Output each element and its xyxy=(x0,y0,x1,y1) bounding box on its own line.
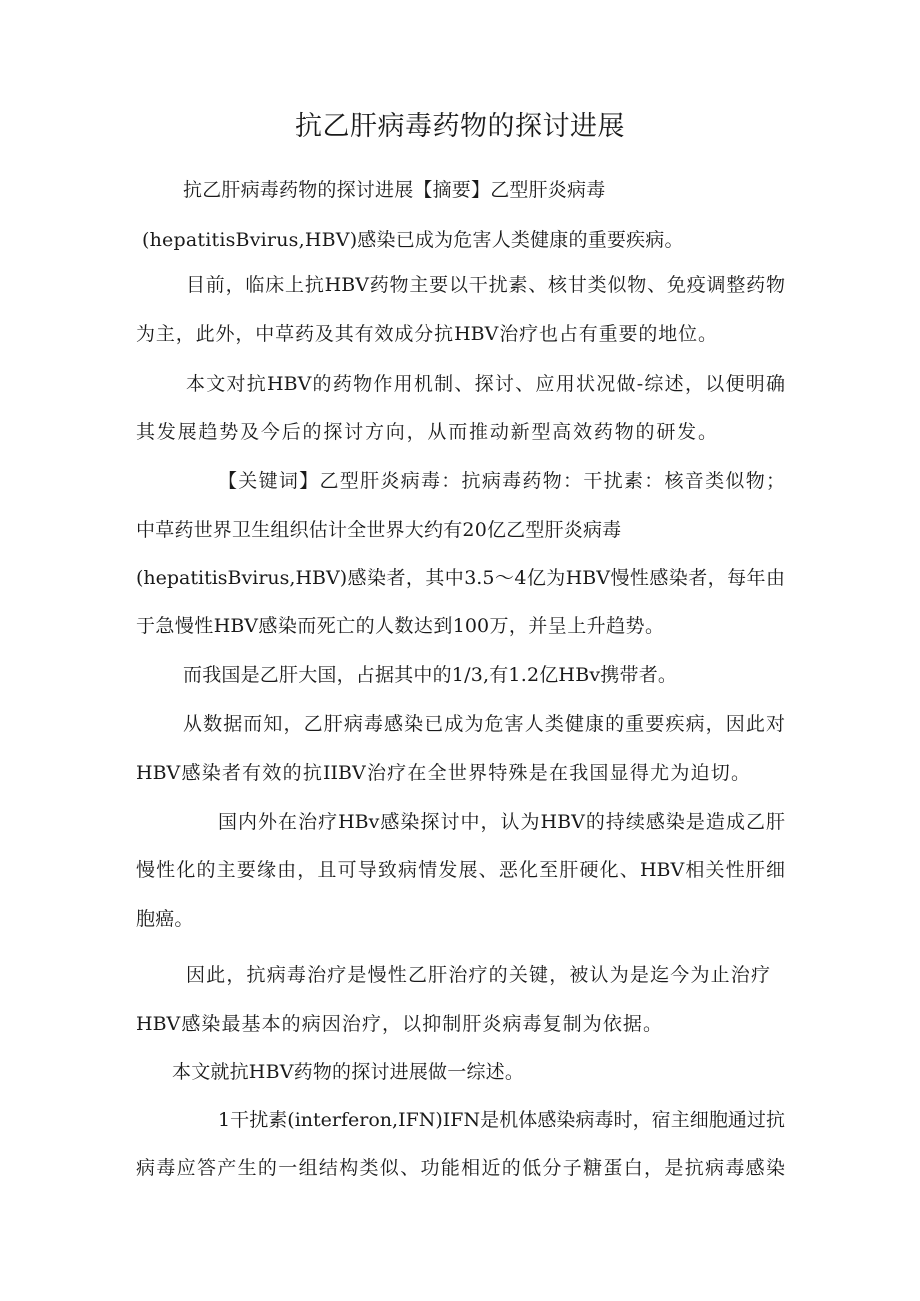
text-line: 而我国是乙肝大国，占据其中的1/3,有1.2亿HBv携带者。 xyxy=(183,664,678,686)
document-title: 抗乙肝病毒药物的探讨进展 xyxy=(295,111,625,142)
text-line: HBV感染最基本的病因治疗，以抑制肝炎病毒复制为依据。 xyxy=(136,1013,662,1035)
text-line: 目前，临床上抗HBV药物主要以干扰素、核甘类似物、免疫调整药物 xyxy=(186,274,785,296)
text-line: 中草药世界卫生组织估计全世界大约有20亿乙型肝炎病毒 xyxy=(136,519,622,541)
text-line: 慢性化的主要缘由，且可导致病情发展、恶化至肝硬化、HBV相关性肝细 xyxy=(136,859,785,881)
text-line: 胞癌。 xyxy=(136,908,194,930)
text-line: HBV感染者有效的抗IIBV治疗在全世界特殊是在我国显得尤为迫切。 xyxy=(136,762,750,784)
text-line: 从数据而知，乙肝病毒感染已成为危害人类健康的重要疾病，因此对 xyxy=(183,713,785,735)
text-line: (hepatitisBvirus,HBV)感染者，其中3.5～4亿为HBV慢性感染者，每年由 xyxy=(136,567,785,589)
text-line: 1干扰素(interferon,IFN)IFN是机体感染病毒时，宿主细胞通过抗 xyxy=(218,1109,785,1131)
text-line: 【关键词】乙型肝炎病毒：抗病毒药物：干扰素：核音类似物； xyxy=(218,470,785,492)
text-line: 病毒应答产生的一组结构类似、功能相近的低分子糖蛋白，是抗病毒感染 xyxy=(136,1157,785,1179)
text-line: 本文就抗HBV药物的探讨进展做一综述。 xyxy=(172,1061,525,1083)
text-line: 于急慢性HBV感染而死亡的人数达到100万，并呈上升趋势。 xyxy=(136,615,664,637)
text-line: (hepatitisBvirus,HBV)感染已成为危害人类健康的重要疾病。 xyxy=(142,229,684,251)
text-line: 抗乙肝病毒药物的探讨进展【摘要】乙型肝炎病毒 xyxy=(183,179,606,201)
text-line: 国内外在治疗HBv感染探讨中，认为HBV的持续感染是造成乙肝 xyxy=(218,811,785,833)
text-line: 其发展趋势及今后的探讨方向，从而推动新型高效药物的研发。 xyxy=(136,421,717,443)
text-line: 为主，此外，中草药及其有效成分抗HBV治疗也占有重要的地位。 xyxy=(136,323,717,345)
text-line: 因此，抗病毒治疗是慢性乙肝治疗的关键，被认为是迄今为止治疗 xyxy=(186,964,770,986)
text-line: 本文对抗HBV的药物作用机制、探讨、应用状况做-综述，以便明确 xyxy=(186,373,785,395)
